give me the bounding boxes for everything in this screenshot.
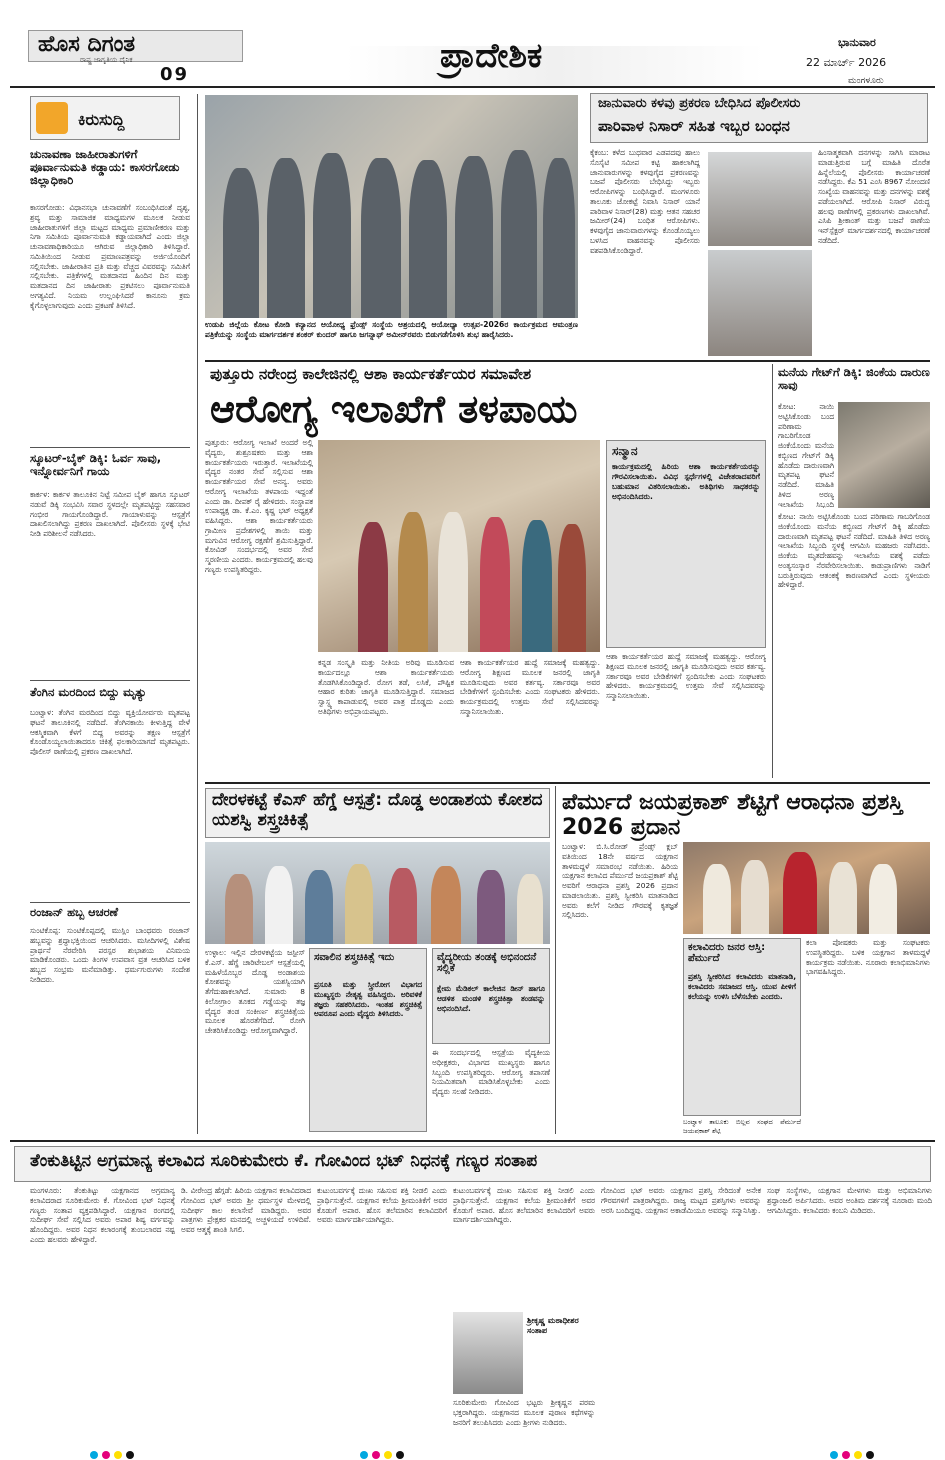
artist-box-title: ಕಲಾವಿದರು ಜನರ ಆಸ್ತಿ: ಪೆರ್ಮುದೆ (688, 942, 766, 964)
column-rule (772, 364, 773, 778)
asha-kicker: ಪುತ್ತೂರು ನರೇಂದ್ರ ಕಾಲೇಜಿನಲ್ಲಿ ಆಶಾ ಕಾರ್ಯಕರ್ತೆಯರ ಸಮಾವೇಶ (210, 365, 532, 383)
obituary-col-4: ಸೂರಿಕುಮೇರು ಗೋವಿಂದ ಭಟ್ಟರು ಶ್ರೀಕೃಷ್ಣನ ಪರಮ ಭಕ್ತರಾಗಿದ್ದರು. ಯಕ್ಷಗಾನದ ಮೂಲಕ ಪುರಾಣ ಕಥೆಗಳನ್ನು ಜನರಿಗೆ ತಲುಪಿಸಿದರು ಎಂದು ಶ್ರೀಗಳು ನುಡಿದರು. (453, 1398, 595, 1427)
accused-photo-1 (708, 152, 812, 246)
registration-marks (360, 1444, 408, 1452)
felicitation-title: ಸನ್ಮಾನ (612, 444, 638, 458)
logo-tagline: ರಾಷ್ಟ್ರ ಜಾಗೃತಿಯ ದೈನಿಕ (80, 56, 133, 64)
hospital-body-2: ಈ ಸಂದರ್ಭದಲ್ಲಿ ಆಸ್ಪತ್ರೆಯ ವೈದ್ಯಕೀಯ ಅಧೀಕ್ಷಕರು, ವಿಭಾಗದ ಮುಖ್ಯಸ್ಥರು ಹಾಗೂ ಸಿಬ್ಬಂದಿ ಉಪಸ್ಥಿತರಿದ್ದರು. ಆರೋಗ್ಯ ತಪಾಸಣೆ ನಿಯಮಿತವಾಗಿ ಮಾಡಿಸಿಕೊಳ್ಳಬೇಕು ಎಂದು ವೈದ್ಯರು ಸಲಹೆ ನೀಡಿದರು. (432, 1048, 550, 1097)
congrats-box-body: ಕ್ಷೇಮ ಮೆಡಿಕಲ್ ಕಾಲೇಜಿನ ಡೀನ್ ಹಾಗೂ ಆಡಳಿತ ಮಂಡಳಿ ಶಸ್ತ್ರಚಿಕಿತ್ಸಾ ತಂಡವನ್ನು ಅಭಿನಂದಿಸಿದೆ. (437, 984, 545, 1013)
hand-icon (36, 102, 68, 134)
story2-headline: ಸ್ಕೂಟರ್-ಬೈಕ್ ಡಿಕ್ಕಿ: ಓರ್ವ ಸಾವು, ಇನ್ನೋರ್ವನಿಗೆ ಗಾಯ (30, 451, 162, 479)
arrest-body-left: ಕೈಕಂಬ: ಕಳೆದ ಬುಧವಾರ ಎಡಪದವು ಹಾಲು ಸೊಸೈಟಿ ಸಮೀಪ ಕಟ್ಟಿ ಹಾಕಲಾಗಿದ್ದ ಜಾನುವಾರುಗಳನ್ನು ಕಳವುಗೈದ ಪ್ರಕರಣವನ್ನು ಬಜಪೆ ಪೊಲೀಸರು ಬೇಧಿಸಿದ್ದು ಇಬ್ಬರು ಆರೋಪಿಗಳನ್ನು ಬಂಧಿಸಿದ್ದಾರೆ. ಮಂಗಳೂರು ತಾಲೂಕು ಜೋಕಟ್ಟೆ ನಿವಾಸಿ ನಿಸಾರ್ ಯಾನೆ ಪಾರಿವಾಳ ನಿಸಾರ್(28) ಮತ್ತು ಆತನ ಸಹಚರ ಜಮೀರ್(24) ಬಂಧಿತ ಆರೋಪಿಗಳು. ಕಳವುಗೈದ ಜಾನುವಾರುಗಳನ್ನು ಕೊಂಡೊಯ್ಯಲು ಬಳಸಿದ ವಾಹನವನ್ನು ಪೊಲೀಸರು ವಶಪಡಿಸಿಕೊಂಡಿದ್ದಾರೆ. (590, 148, 700, 255)
registration-marks (830, 1444, 878, 1452)
asha-body-3: ಆಶಾ ಕಾರ್ಯಕರ್ತೆಯರ ಹುದ್ದೆ ಸಮಾಜಕ್ಕೆ ಮಹತ್ವದ್ದು. ಆರೋಗ್ಯ ಶಿಕ್ಷಣದ ಮೂಲಕ ಜನರಲ್ಲಿ ಜಾಗೃತಿ ಮೂಡಿಸುವುದು ಅವರ ಕರ್ತವ್ಯ. ಸರ್ಕಾರವೂ ಅವರ ಬೇಡಿಕೆಗಳಿಗೆ ಸ್ಪಂದಿಸಬೇಕು ಎಂದು ಸಂಘಟಕರು ಹೇಳಿದರು. ಕಾರ್ಯಕ್ರಮದಲ್ಲಿ ಉತ್ತಮ ಸೇವೆ ಸಲ್ಲಿಸಿದವರನ್ನು ಸನ್ಮಾನಿಸಲಾಯಿತು. (460, 658, 600, 716)
award-photo-caption: ಬಂಟ್ವಾಳ ತಾಲೂಕು ಬಿಲ್ಲವ ಸಂಘದ ಪೆರ್ಮುದೆ ಜಯಪ್ರಕಾಶ್ ಶೆಟ್ಟಿ (683, 1118, 801, 1134)
story1-body: ಕಾಸರಗೋಡು: ವಿಧಾನಸಭಾ ಚುನಾವಣೆಗೆ ಸಂಬಂಧಿಸಿದಂತೆ ದೃಶ್ಯ, ಶ್ರವ್ಯ ಮತ್ತು ಸಾಮಾಜಿಕ ಮಾಧ್ಯಮಗಳ ಮೂಲಕ ನೀಡುವ ಜಾಹೀರಾತುಗಳಿಗೆ ಜಿಲ್ಲಾ ಮಟ್ಟದ ಮಾಧ್ಯಮ ಪ್ರಮಾಣೀಕರಣ ಮತ್ತು ನಿಗಾ ಸಮಿತಿಯ ಪೂರ್ವಾನುಮತಿ ಕಡ್ಡಾಯವಾಗಿದೆ ಎಂದು ಜಿಲ್ಲಾ ಚುನಾವಣಾಧಿಕಾರಿಯೂ ಆಗಿರುವ ಜಿಲ್ಲಾಧಿಕಾರಿ ತಿಳಿಸಿದ್ದಾರೆ. ಸಮಿತಿಯಿಂದ ನೀಡುವ ಪ್ರಮಾಣಪತ್ರವನ್ನು ಅರ್ಜಿಯೊಂದಿಗೆ ಸಲ್ಲಿಸಬೇಕು. ಜಾಹೀರಾತಿನ ಪ್ರತಿ ಮತ್ತು ವೆಚ್ಚದ ವಿವರವನ್ನು ಸಮಿತಿಗೆ ಸಲ್ಲಿಸಬೇಕು. ಪತ್ರಿಕೆಗಳಲ್ಲಿ ಮತದಾನದ ಹಿಂದಿನ ದಿನ ಮತ್ತು ಮತದಾನದ ದಿನ ಜಾಹೀರಾತು ಪ್ರಕಟಿಸಲು ಪೂರ್ವಾನುಮತಿ ಅಗತ್ಯವಿದೆ. ನಿಯಮ ಉಲ್ಲಂಘಿಸಿದರೆ ಕಾನೂನು ಕ್ರಮ ಕೈಗೊಳ್ಳಲಾಗುವುದು ಎಂದು ಪ್ರಕಟಣೆ ತಿಳಿಸಿದೆ. (30, 203, 190, 310)
congrats-box-title: ವೈದ್ಯರೀಯ ತಂಡಕ್ಕೆ ಅಭಿನಂದನೆ ಸಲ್ಲಿಕೆ (437, 952, 537, 974)
gate-headline: ಮನೆಯ ಗೇಟ್‌ಗೆ ಡಿಕ್ಕಿ: ಜಿಂಕೆಯ ದಾರುಣ ಸಾವು (778, 365, 930, 393)
divider (30, 447, 190, 448)
story4-headline: ರಂಜಾನ್ ಹಬ್ಬ ಆಚರಣೆ (30, 905, 119, 919)
artist-box-body: ಪ್ರಶಸ್ತಿ ಸ್ವೀಕರಿಸಿದ ಕಲಾವಿದರು ಮಾತನಾಡಿ, ಕಲಾವಿದರು ಸಮಾಜದ ಆಸ್ತಿ. ಯುವ ಪೀಳಿಗೆ ಕಲೆಯನ್ನು ಉಳಿಸಿ ಬೆಳೆಸಬೇಕು ಎಂದರು. (688, 972, 796, 1001)
award-body-1: ಬಂಟ್ವಾಳ: ಬಿ.ಸಿ.ರೋಡ್ ಪ್ರೆಂಡ್ಸ್ ಕ್ಲಬ್ ವತಿಯಿಂದ 18ನೇ ವರ್ಷದ ಯಕ್ಷಗಾನ ತಾಳಮದ್ದಳೆ ಸಮಾರಂಭ ನಡೆಯಿತು. ಹಿರಿಯ ಯಕ್ಷಗಾನ ಕಲಾವಿದ ಪೆರ್ಮುದೆ ಜಯಪ್ರಕಾಶ್ ಶೆಟ್ಟಿ ಅವರಿಗೆ ಆರಾಧನಾ ಪ್ರಶಸ್ತಿ 2026 ಪ್ರದಾನ ಮಾಡಲಾಯಿತು. ಪ್ರಶಸ್ತಿ ಸ್ವೀಕರಿಸಿ ಮಾತನಾಡಿದ ಅವರು ಕಲೆಗೆ ನೀಡಿದ ಗೌರವಕ್ಕೆ ಕೃತಜ್ಞತೆ ಸಲ್ಲಿಸಿದರು. (562, 842, 678, 920)
arrest-body-right: ಹಿಂಸಾತ್ಮಕವಾಗಿ ದನಗಳನ್ನು ಸಾಗಿಸಿ ಮಾರಾಟ ಮಾಡುತ್ತಿರುವ ಬಗ್ಗೆ ಮಾಹಿತಿ ದೊರೆತ ಹಿನ್ನೆಲೆಯಲ್ಲಿ ಪೊಲೀಸರು ಕಾರ್ಯಾಚರಣೆ ನಡೆಸಿದ್ದರು. ಕೆಎ 51 ಎಂಸಿ 8967 ನೋಂದಣಿ ಸಂಖ್ಯೆಯ ವಾಹನವನ್ನು ಮತ್ತು ದನಗಳನ್ನು ವಶಕ್ಕೆ ಪಡೆಯಲಾಗಿದೆ. ಆರೋಪಿ ನಿಸಾರ್ ವಿರುದ್ಧ ಹಲವು ಠಾಣೆಗಳಲ್ಲಿ ಪ್ರಕರಣಗಳು ದಾಖಲಾಗಿವೆ. ಎಸಿಪಿ ಶ್ರೀಕಾಂತ್ ಮತ್ತು ಬಜಪೆ ಠಾಣೆಯ ಇನ್‌ಸ್ಪೆಕ್ಟರ್ ಮಾರ್ಗದರ್ಶನದಲ್ಲಿ ಕಾರ್ಯಾಚರಣೆ ನಡೆದಿದೆ. (818, 148, 930, 245)
asha-body-4: ಆಶಾ ಕಾರ್ಯಕರ್ತೆಯರ ಹುದ್ದೆ ಸಮಾಜಕ್ಕೆ ಮಹತ್ವದ್ದು. ಆರೋಗ್ಯ ಶಿಕ್ಷಣದ ಮೂಲಕ ಜನರಲ್ಲಿ ಜಾಗೃತಿ ಮೂಡಿಸುವುದು ಅವರ ಕರ್ತವ್ಯ. ಸರ್ಕಾರವೂ ಅವರ ಬೇಡಿಕೆಗಳಿಗೆ ಸ್ಪಂದಿಸಬೇಕು ಎಂದು ಸಂಘಟಕರು ಹೇಳಿದರು. ಕಾರ್ಯಕ್ರಮದಲ್ಲಿ ಉತ್ತಮ ಸೇವೆ ಸಲ್ಲಿಸಿದವರನ್ನು ಸನ್ಮಾನಿಸಲಾಯಿತು. (606, 652, 766, 701)
registration-marks (90, 1444, 138, 1452)
newspaper-logo: ಹೊಸ ದಿಗಂತ (38, 32, 136, 57)
story2-body: ಕಾರ್ಕಳ: ಕಾರ್ಕಳ ತಾಲೂಕಿನ ನಿಟ್ಟೆ ಸಮೀಪ ಬೈಕ್ ಹಾಗೂ ಸ್ಕೂಟರ್ ನಡುವೆ ಡಿಕ್ಕಿ ಸಂಭವಿಸಿ ಸವಾರ ಸ್ಥಳದಲ್ಲೇ ಮೃತಪಟ್ಟಿದ್ದು ಸಹಸವಾರ ಗಂಭೀರ ಗಾಯಗೊಂಡಿದ್ದಾರೆ. ಗಾಯಾಳುವನ್ನು ಆಸ್ಪತ್ರೆಗೆ ದಾಖಲಿಸಲಾಗಿದ್ದು ಪ್ರಕರಣ ದಾಖಲಾಗಿದೆ. ಪೊಲೀಸರು ಸ್ಥಳಕ್ಕೆ ಭೇಟಿ ನೀಡಿ ಪರಿಶೀಲನೆ ನಡೆಸಿದರು. (30, 490, 190, 539)
award-photo (683, 842, 930, 934)
issue-date: 22 ಮಾರ್ಚ್ 2026 (806, 56, 887, 69)
award-headline: ಪೆರ್ಮುದೆ ಜಯಪ್ರಕಾಶ್ ಶೆಟ್ಟಿಗೆ ಆರಾಧನಾ ಪ್ರಶಸ್ತಿ 2026 ಪ್ರದಾನ (562, 790, 903, 841)
award-body-2: ಕಲಾ ಪೋಷಕರು ಮತ್ತು ಸಂಘಟಕರು ಉಪಸ್ಥಿತರಿದ್ದರು. ಬಳಿಕ ಯಕ್ಷಗಾನ ತಾಳಮದ್ದಳೆ ಕಾರ್ಯಕ್ರಮ ನಡೆಯಿತು. ನೂರಾರು ಕಲಾಭಿಮಾನಿಗಳು ಭಾಗವಹಿಸಿದ್ದರು. (806, 938, 930, 977)
challenge-box-body: ಪ್ರಸೂತಿ ಮತ್ತು ಸ್ತ್ರೀರೋಗ ವಿಭಾಗದ ಮುಖ್ಯಸ್ಥರು ನೇತೃತ್ವ ವಹಿಸಿದ್ದರು. ಅರಿವಳಿಕೆ ತಜ್ಞರು ಸಹಕರಿಸಿದರು. ಇಂತಹ ಶಸ್ತ್ರಚಿಕಿತ್ಸೆ ಅಪರೂಪ ಎಂದು ವೈದ್ಯರು ತಿಳಿಸಿದರು. (314, 980, 422, 1019)
obituary-col-2: ಡಿ. ವೀರೇಂದ್ರ ಹೆಗ್ಗಡೆ: ಹಿರಿಯ ಯಕ್ಷಗಾನ ಕಲಾವಿದರಾದ ಗೋವಿಂದ ಭಟ್ ಅವರು ಶ್ರೀ ಧರ್ಮಸ್ಥಳ ಮೇಳದಲ್ಲಿ ಸುದೀರ್ಘ ಕಾಲ ಕಲಾಸೇವೆ ಮಾಡಿದ್ದರು. ಅವರ ಪಾತ್ರಗಳು ಪ್ರೇಕ್ಷಕರ ಮನದಲ್ಲಿ ಅಚ್ಚಳಿಯದೆ ಉಳಿದಿವೆ. ಅವರ ಆತ್ಮಕ್ಕೆ ಶಾಂತಿ ಸಿಗಲಿ. (181, 1186, 311, 1235)
section-divider (205, 360, 930, 362)
obituary-headline: ತೆಂಕುತಿಟ್ಟಿನ ಅಗ್ರಮಾನ್ಯ ಕಲಾವಿದ ಸೂರಿಕುಮೇರು ಕೆ. ಗೋವಿಂದ ಭಟ್ ನಿಧನಕ್ಕೆ ಗಣ್ಯರ ಸಂತಾಪ (30, 1152, 538, 1171)
section-title: ಪ್ರಾದೇಶಿಕ (440, 36, 543, 76)
story4-body: ಸುಂಟಿಕೊಪ್ಪ: ಸುಂಟಿಕೊಪ್ಪದಲ್ಲಿ ಮುಸ್ಲಿಂ ಬಾಂಧವರು ರಂಜಾನ್ ಹಬ್ಬವನ್ನು ಶ್ರದ್ಧಾಭಕ್ತಿಯಿಂದ ಆಚರಿಸಿದರು. ಮಸೀದಿಗಳಲ್ಲಿ ವಿಶೇಷ ಪ್ರಾರ್ಥನೆ ನೆರವೇರಿಸಿ ಪರಸ್ಪರ ಶುಭಾಶಯ ವಿನಿಮಯ ಮಾಡಿಕೊಂಡರು. ಒಂದು ತಿಂಗಳ ಉಪವಾಸ ವ್ರತ ಆಚರಿಸಿದ ಬಳಿಕ ಹಬ್ಬದ ಸಂಭ್ರಮ ಮನೆಮಾಡಿತ್ತು. ಧರ್ಮಗುರುಗಳು ಸಂದೇಶ ನೀಡಿದರು. (30, 926, 190, 984)
event-photo-caption: ಉಡುಪಿ ಜಿಲ್ಲೆಯ ಕೋಟ ಕೋಡಿ ಕನ್ಯಾನದ ಆಯೋಧ್ಯ ಫ್ರೆಂಡ್ಸ್ ಸಂಸ್ಥೆಯ ಆಶ್ರಯದಲ್ಲಿ ಆಯೋಧ್ಯಾ ಉತ್ಸವ-2026ರ ಕಾರ್ಯಕ್ರಮದ ಆಮಂತ್ರಣ ಪತ್ರಿಕೆಯನ್ನು ಸಂಸ್ಥೆಯ ಮಾರ್ಗದರ್ಶಕ ಶಂಕರ್ ಕುಂದರ್ ಹಾಗೂ ಜಗನ್ನಾಥ್ ಅಮೀನ್‌ರವರು ಬಿಡುಗಡೆಗೊಳಿಸಿ ಶುಭ ಹಾರೈಸಿದರು. (205, 320, 578, 340)
asha-body-2: ಕನ್ನಡ ಸಂಸ್ಕೃತಿ ಮತ್ತು ನೀತಿಯ ಅರಿವು ಮೂಡಿಸುವ ಕಾರ್ಯದಲ್ಲೂ ಆಶಾ ಕಾರ್ಯಕರ್ತೆಯರು ತೊಡಗಿಸಿಕೊಂಡಿದ್ದಾರೆ. ರೋಗ ತಡೆ, ಲಸಿಕೆ, ಪೌಷ್ಟಿಕ ಆಹಾರ ಕುರಿತು ಜಾಗೃತಿ ಮೂಡಿಸುತ್ತಿದ್ದಾರೆ. ಸಮಾಜದ ಸ್ವಾಸ್ಥ್ಯ ಕಾಪಾಡುವಲ್ಲಿ ಅವರ ಪಾತ್ರ ದೊಡ್ಡದು ಎಂದು ಅತಿಥಿಗಳು ಅಭಿಪ್ರಾಯಪಟ್ಟರು. (318, 658, 454, 716)
column-rule (197, 94, 198, 1134)
hospital-team-photo (205, 842, 550, 944)
hospital-body: ಉಳ್ಳಾಲ: ಇಲ್ಲಿನ ದೇರಳಕಟ್ಟೆಯ ಜಸ್ಟೀಸ್ ಕೆ.ಎಸ್. ಹೆಗ್ಡೆ ಚಾರಿಟೇಬಲ್ ಆಸ್ಪತ್ರೆಯಲ್ಲಿ ಮಹಿಳೆಯೊಬ್ಬರ ದೊಡ್ಡ ಅಂಡಾಶಯ ಕೋಶವನ್ನು ಯಶಸ್ವಿಯಾಗಿ ತೆಗೆದುಹಾಕಲಾಗಿದೆ. ಸುಮಾರು 8 ಕಿಲೋಗ್ರಾಂ ತೂಕದ ಗಡ್ಡೆಯನ್ನು ತಜ್ಞ ವೈದ್ಯರ ತಂಡ ಸಂಕೀರ್ಣ ಶಸ್ತ್ರಚಿಕಿತ್ಸೆಯ ಮೂಲಕ ಹೊರತೆಗೆದಿದೆ. ರೋಗಿ ಚೇತರಿಸಿಕೊಂಡಿದ್ದು ಆರೋಗ್ಯವಾಗಿದ್ದಾರೆ. (205, 948, 305, 1036)
deer-photo (838, 402, 930, 508)
divider (30, 902, 190, 903)
hospital-headline: ದೇರಳಕಟ್ಟೆ ಕೆಎಸ್ ಹೆಗ್ಡೆ ಆಸ್ಪತ್ರೆ: ದೊಡ್ಡ ಅಂಡಾಶಯ ಕೋಶದ ಯಶಸ್ವಿ ಶಸ್ತ್ರಚಿಕಿತ್ಸೆ (212, 790, 543, 830)
asha-body-1: ಪುತ್ತೂರು: ಆರೋಗ್ಯ ಇಲಾಖೆ ಅಂದರೆ ಅಲ್ಲಿ ವೈದ್ಯರು, ಶುಶ್ರೂಷಕರು ಮತ್ತು ಆಶಾ ಕಾರ್ಯಕರ್ತೆಯರು ಇರುತ್ತಾರೆ. ಇಲಾಖೆಯಲ್ಲಿ ವೈದ್ಯರ ನಂತರ ಸೇವೆ ಸಲ್ಲಿಸುವ ಆಶಾ ಕಾರ್ಯಕರ್ತೆಯರ ಸೇವೆ ಅನನ್ಯ. ಅವರು ಆರೋಗ್ಯ ಇಲಾಖೆಯ ತಳಪಾಯ ಇದ್ದಂತೆ ಎಂದು ಡಾ. ದೀಪಕ್ ರೈ ಹೇಳಿದರು. ಸಂಸ್ಥಾಪಕ ಉಪಾಧ್ಯಕ್ಷ ಡಾ. ಕೆ.ಎಂ. ಕೃಷ್ಣ ಭಟ್ ಅಧ್ಯಕ್ಷತೆ ವಹಿಸಿದ್ದರು. ಆಶಾ ಕಾರ್ಯಕರ್ತೆಯರು ಗ್ರಾಮೀಣ ಪ್ರದೇಶಗಳಲ್ಲಿ ತಾಯಿ ಮತ್ತು ಮಗುವಿನ ಆರೋಗ್ಯ ರಕ್ಷಣೆಗೆ ಶ್ರಮಿಸುತ್ತಿದ್ದಾರೆ. ಕೋವಿಡ್ ಸಂದರ್ಭದಲ್ಲಿ ಅವರ ಸೇವೆ ಸ್ಮರಣೀಯ ಎಂದರು. ಕಾರ್ಯಕ್ರಮದಲ್ಲಿ ಹಲವು ಗಣ್ಯರು ಉಪಸ್ಥಿತರಿದ್ದರು. (205, 438, 313, 574)
gate-body: ಕೋಟ: ನಾಯಿ ಅಟ್ಟಿಸಿಕೊಂಡು ಬಂದ ಪರಿಣಾಮ ಗಾಬರಿಗೊಂಡ ಜಿಂಕೆಯೊಂದು ಮನೆಯ ಕಬ್ಬಿಣದ ಗೇಟ್‌ಗೆ ಡಿಕ್ಕಿ ಹೊಡೆದು ದಾರುಣವಾಗಿ ಮೃತಪಟ್ಟ ಘಟನೆ ನಡೆದಿದೆ. ಮಾಹಿತಿ ತಿಳಿದ ಅರಣ್ಯ ಇಲಾಖೆಯ ಸಿಬ್ಬಂದಿ ಸ್ಥಳಕ್ಕೆ ಆಗಮಿಸಿ ಮಹಜರು ನಡೆಸಿದರು. ಜಿಂಕೆಯ ಮೃತದೇಹವನ್ನು ಇಲಾಖೆಯ ವಶಕ್ಕೆ ಪಡೆದು ಅಂತ್ಯಸಂಸ್ಕಾರ ನೆರವೇರಿಸಲಾಯಿತು. ಕಾಡುಪ್ರಾಣಿಗಳು ನಾಡಿಗೆ ಬರುತ್ತಿರುವುದು ಆತಂಕಕ್ಕೆ ಕಾರಣವಾಗಿದೆ ಎಂದು ಸ್ಥಳೀಯರು ಹೇಳಿದ್ದಾರೆ. (778, 512, 930, 590)
section-divider (205, 782, 930, 784)
divider (30, 680, 190, 681)
story3-headline: ತೆಂಗಿನ ಮರದಿಂದ ಬಿದ್ದು ಮೃತ್ಯು (30, 685, 147, 699)
page-number: 09 (160, 64, 190, 85)
arrest-headline-1: ಜಾನುವಾರು ಕಳವು ಪ್ರಕರಣ ಬೇಧಿಸಿದ ಪೊಲೀಸರು (598, 96, 801, 111)
artist-portrait (453, 1312, 523, 1394)
challenge-box-title: ಸವಾಲಿನ ಶಸ್ತ್ರಚಿಕಿತ್ಸೆ ಇದು (314, 952, 395, 963)
story3-body: ಬಂಟ್ವಾಳ: ತೆಂಗಿನ ಮರದಿಂದ ಬಿದ್ದು ವ್ಯಕ್ತಿಯೋರ್ವರು ಮೃತಪಟ್ಟ ಘಟನೆ ತಾಲೂಕಿನಲ್ಲಿ ನಡೆದಿದೆ. ತೆಂಗಿನಕಾಯಿ ಕೀಳುತ್ತಿದ್ದ ವೇಳೆ ಆಕಸ್ಮಿಕವಾಗಿ ಕೆಳಗೆ ಬಿದ್ದ ಅವರನ್ನು ತಕ್ಷಣ ಆಸ್ಪತ್ರೆಗೆ ಕೊಂಡೊಯ್ಯಲಾಯಿತಾದರೂ ಚಿಕಿತ್ಸೆ ಫಲಕಾರಿಯಾಗದೆ ಮೃತಪಟ್ಟರು. ಪೊಲೀಸ್ ಠಾಣೆಯಲ್ಲಿ ಪ್ರಕರಣ ದಾಖಲಾಗಿದೆ. (30, 708, 190, 757)
obituary-col-3: ಕುಟುಂಬವರ್ಗಕ್ಕೆ ದುಃಖ ಸಹಿಸುವ ಶಕ್ತಿ ನೀಡಲಿ ಎಂದು ಪ್ರಾರ್ಥಿಸುತ್ತೇನೆ. ಯಕ್ಷಗಾನ ಕಲೆಯ ಶ್ರೀಮಂತಿಕೆಗೆ ಅವರ ಕೊಡುಗೆ ಅಪಾರ. ಹೊಸ ತಲೆಮಾರಿನ ಕಲಾವಿದರಿಗೆ ಅವರು ಮಾರ್ಗದರ್ಶಿಯಾಗಿದ್ದರು. (317, 1186, 447, 1225)
felicitation-body: ಕಾರ್ಯಕ್ರಮದಲ್ಲಿ ಹಿರಿಯ ಆಶಾ ಕಾರ್ಯಕರ್ತೆಯರನ್ನು ಗೌರವಿಸಲಾಯಿತು. ವಿವಿಧ ಸ್ಪರ್ಧೆಗಳಲ್ಲಿ ವಿಜೇತರಾದವರಿಗೆ ಬಹುಮಾನ ವಿತರಿಸಲಾಯಿತು. ಅತಿಥಿಗಳು ಸಾಧಕರನ್ನು ಅಭಿನಂದಿಸಿದರು. (612, 462, 760, 502)
event-photo (205, 95, 578, 318)
accused-photo-2 (708, 250, 812, 356)
obituary-col4-title: ಶ್ರೀಕೃಷ್ಣ ಮಠಾಧೀಶರ ಸಂತಾಪ (527, 1316, 579, 1335)
section-band (345, 46, 765, 86)
section-divider (10, 1140, 935, 1142)
gate-body-top: ಕೋಟ: ನಾಯಿ ಅಟ್ಟಿಸಿಕೊಂಡು ಬಂದ ಪರಿಣಾಮ ಗಾಬರಿಗೊಂಡ ಜಿಂಕೆಯೊಂದು ಮನೆಯ ಕಬ್ಬಿಣದ ಗೇಟ್‌ಗೆ ಡಿಕ್ಕಿ ಹೊಡೆದು ದಾರುಣವಾಗಿ ಮೃತಪಟ್ಟ ಘಟನೆ ನಡೆದಿದೆ. ಮಾಹಿತಿ ತಿಳಿದ ಅರಣ್ಯ ಇಲಾಖೆಯ ಸಿಬ್ಬಂದಿ (778, 402, 834, 508)
story1-headline: ಚುನಾವಣಾ ಜಾಹೀರಾತುಗಳಿಗೆ ಪೂರ್ವಾನುಮತಿ ಕಡ್ಡಾಯ: ಕಾಸರಗೋಡು ಜಿಲ್ಲಾಧಿಕಾರಿ (30, 147, 180, 188)
obituary-col-5: ಗೋವಿಂದ ಭಟ್ ಅವರು ಯಕ್ಷಗಾನ ಪ್ರಶಸ್ತಿ ಸೇರಿದಂತೆ ಅನೇಕ ಗೌರವಗಳಿಗೆ ಪಾತ್ರರಾಗಿದ್ದರು. ರಾಜ್ಯ ಮಟ್ಟದ ಪ್ರಶಸ್ತಿಗಳು ಅವರನ್ನು ಅರಸಿ ಬಂದಿದ್ದವು. ಯಕ್ಷಗಾನ ಅಕಾಡೆಮಿಯೂ ಅವರನ್ನು ಸನ್ಮಾನಿಸಿತ್ತು. (601, 1186, 761, 1215)
asha-headline: ಆರೋಗ್ಯ ಇಲಾಖೆಗೆ ತಳಪಾಯ (210, 387, 578, 431)
asha-event-photo (318, 440, 600, 652)
column-rule (555, 786, 556, 1134)
edition-city: ಮಂಗಳೂರು (848, 76, 884, 86)
obituary-col-1: ಮಂಗಳೂರು: ತೆಂಕುತಿಟ್ಟು ಯಕ್ಷಗಾನದ ಅಗ್ರಮಾನ್ಯ ಕಲಾವಿದರಾದ ಸೂರಿಕುಮೇರು ಕೆ. ಗೋವಿಂದ ಭಟ್ ನಿಧನಕ್ಕೆ ಗಣ್ಯರು ಸಂತಾಪ ವ್ಯಕ್ತಪಡಿಸಿದ್ದಾರೆ. ಯಕ್ಷಗಾನ ರಂಗದಲ್ಲಿ ಸುದೀರ್ಘ ಸೇವೆ ಸಲ್ಲಿಸಿದ ಅವರು ಅಪಾರ ಶಿಷ್ಯ ವರ್ಗವನ್ನು ಹೊಂದಿದ್ದರು. ಅವರ ನಿಧನ ಕಲಾರಂಗಕ್ಕೆ ತುಂಬಲಾರದ ನಷ್ಟ ಎಂದು ಹಲವರು ಹೇಳಿದ್ದಾರೆ. (30, 1186, 175, 1244)
arrest-headline-2: ಪಾರಿವಾಳ ನಿಸಾರ್ ಸಹಿತ ಇಬ್ಬರ ಬಂಧನ (598, 117, 790, 135)
brief-box-title: ಕಿರುಸುದ್ದಿ (78, 110, 125, 129)
issue-day: ಭಾನುವಾರ (838, 36, 876, 49)
obituary-col-4a: ಕುಟುಂಬವರ್ಗಕ್ಕೆ ದುಃಖ ಸಹಿಸುವ ಶಕ್ತಿ ನೀಡಲಿ ಎಂದು ಪ್ರಾರ್ಥಿಸುತ್ತೇನೆ. ಯಕ್ಷಗಾನ ಕಲೆಯ ಶ್ರೀಮಂತಿಕೆಗೆ ಅವರ ಕೊಡುಗೆ ಅಪಾರ. ಹೊಸ ತಲೆಮಾರಿನ ಕಲಾವಿದರಿಗೆ ಅವರು ಮಾರ್ಗದರ್ಶಿಯಾಗಿದ್ದರು. (453, 1186, 595, 1225)
obituary-col-6: ಸಂಘ ಸಂಸ್ಥೆಗಳು, ಯಕ್ಷಗಾನ ಮೇಳಗಳು ಮತ್ತು ಅಭಿಮಾನಿಗಳು ಶ್ರದ್ಧಾಂಜಲಿ ಅರ್ಪಿಸಿದರು. ಅವರ ಅಂತಿಮ ದರ್ಶನಕ್ಕೆ ನೂರಾರು ಮಂದಿ ಆಗಮಿಸಿದ್ದರು. ಕಲಾವಿದರು ಕಂಬನಿ ಮಿಡಿದರು. (767, 1186, 932, 1215)
